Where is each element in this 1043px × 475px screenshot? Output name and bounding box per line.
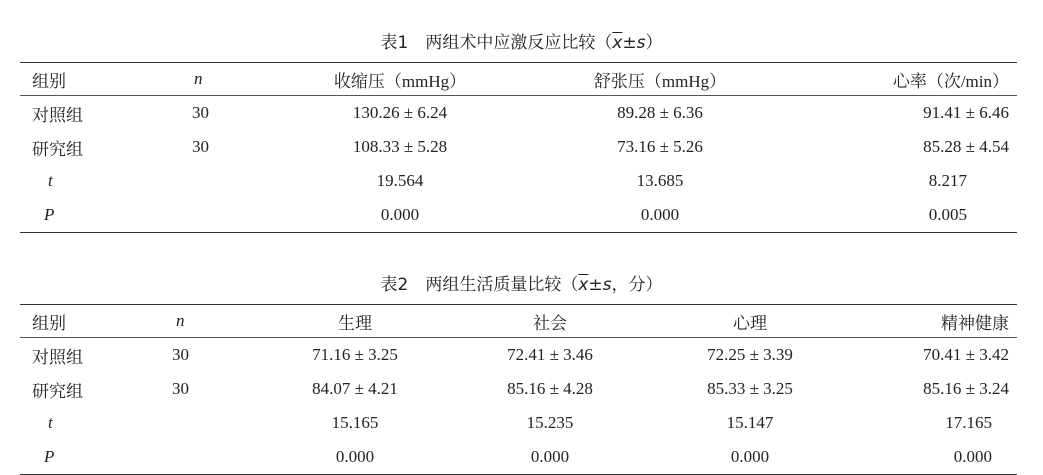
table1-header-systolic: 收缩压（mmHg）	[270, 63, 530, 96]
table1-cell: 研究组	[32, 139, 83, 159]
table2-caption-pm: ±	[588, 275, 603, 295]
table-row	[20, 338, 1017, 373]
table1-cell: 13.685	[636, 171, 684, 190]
table1-cell: 19.564	[376, 171, 424, 190]
table1-cell: 30	[192, 137, 209, 156]
table-row	[20, 164, 1017, 198]
table2-caption-s: s	[602, 275, 612, 295]
table2-cell: 71.16 ± 3.25	[312, 345, 398, 364]
table2-header-social: 社会	[450, 305, 650, 338]
table2-cell: 0.000	[730, 447, 770, 466]
table2-cell: 15.147	[726, 413, 774, 432]
table2-cell: t	[48, 413, 53, 432]
table1-cell: 对照组	[32, 105, 83, 125]
table2-header-mental: 精神健康	[850, 305, 1017, 338]
table1-cell: P	[44, 205, 55, 224]
table1-header-row	[20, 63, 1017, 96]
table1-caption-prefix: 表1 两组术中应激反应比较（	[380, 33, 613, 53]
table2-cell	[130, 440, 260, 475]
table2	[20, 304, 1017, 475]
table2-cell: 70.41 ± 3.42	[923, 345, 1009, 364]
table2-cell: 0.000	[530, 447, 570, 466]
table2-caption-xbar: $\overline{x}$	[578, 275, 589, 295]
table-row	[20, 406, 1017, 440]
table2-cell: 0.000	[335, 447, 375, 466]
table2-caption	[0, 270, 1043, 295]
table2-cell: 85.16 ± 3.24	[923, 379, 1009, 398]
table2-cell: 30	[172, 379, 189, 398]
table1-caption-xbar: $\overline{x}$	[612, 33, 623, 53]
table2-cell: 72.41 ± 3.46	[507, 345, 593, 364]
table1-cell: 0.005	[928, 205, 967, 224]
table1-cell: 85.28 ± 4.54	[923, 137, 1009, 156]
table1-cell: 108.33 ± 5.28	[352, 137, 448, 156]
table2-cell: 15.235	[526, 413, 574, 432]
table1-header-n: n	[130, 63, 270, 96]
table1-cell	[130, 198, 270, 233]
table2-cell: 研究组	[32, 381, 83, 401]
table1-cell: 130.26 ± 6.24	[352, 103, 448, 122]
table2-caption-suffix: ，分）	[611, 275, 663, 295]
table1-caption-s: s	[636, 33, 646, 53]
table2-cell: 85.16 ± 4.28	[507, 379, 593, 398]
table2-cell: 17.165	[945, 413, 992, 432]
table1	[20, 62, 1017, 233]
table2-caption-prefix: 表2 两组生活质量比较（	[380, 275, 579, 295]
table2-header-psychological: 心理	[650, 305, 850, 338]
table1-cell: 73.16 ± 5.26	[617, 137, 703, 156]
table2-cell: 0.000	[953, 447, 992, 466]
table1-header-diastolic: 舒张压（mmHg）	[530, 63, 790, 96]
table1-cell: 91.41 ± 6.46	[923, 103, 1009, 122]
table2-cell: P	[44, 447, 55, 466]
table2-header-group: 组别	[20, 305, 130, 338]
table-row	[20, 96, 1017, 131]
table1-cell: 8.217	[928, 171, 967, 190]
table2-cell: 72.25 ± 3.39	[707, 345, 793, 364]
table1-header-group: 组别	[20, 63, 130, 96]
table2-cell: 15.165	[331, 413, 379, 432]
table1-cell: t	[48, 171, 53, 190]
table-row	[20, 372, 1017, 406]
table2-header-row	[20, 305, 1017, 338]
table2-cell	[130, 406, 260, 440]
table2-cell: 85.33 ± 3.25	[707, 379, 793, 398]
table1-cell: 89.28 ± 6.36	[617, 103, 703, 122]
table2-cell: 对照组	[32, 347, 83, 367]
table1-cell	[130, 164, 270, 198]
table-row	[20, 198, 1017, 233]
table2-header-physical: 生理	[260, 305, 450, 338]
table1-cell: 30	[192, 103, 209, 122]
table2-cell: 84.07 ± 4.21	[312, 379, 398, 398]
table1-header-heartrate: 心率（次/min）	[790, 63, 1017, 96]
table1-cell: 0.000	[380, 205, 420, 224]
table1-caption-suffix: ）	[645, 33, 663, 53]
table1-caption-pm: ±	[622, 33, 637, 53]
table-row	[20, 130, 1017, 164]
table2-cell: 30	[172, 345, 189, 364]
table2-header-n: n	[130, 305, 260, 338]
table1-cell: 0.000	[640, 205, 680, 224]
table-row	[20, 440, 1017, 475]
table1-caption	[0, 28, 1043, 53]
